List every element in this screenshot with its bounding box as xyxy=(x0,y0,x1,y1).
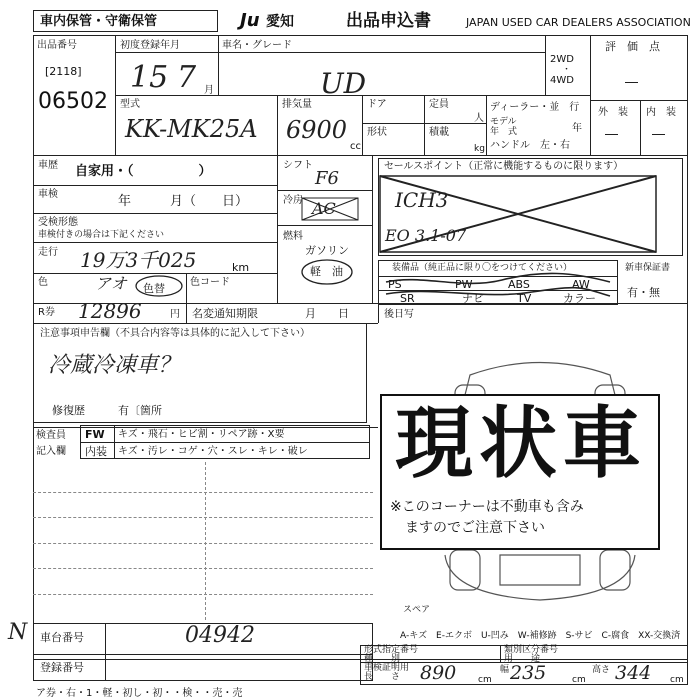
name-grade-label: 車名・グレード xyxy=(222,40,292,51)
chassis-value: 04942 xyxy=(185,623,255,648)
receipt-label: 受検形態 xyxy=(38,217,78,228)
fuel-value: ガソリン xyxy=(305,244,349,257)
equip-ps: PS xyxy=(388,278,402,291)
notes-label: 注意事項申告欄（不具合内容等は具体的に記入して下さい） xyxy=(40,328,310,339)
margin-mark: N xyxy=(8,620,28,645)
handle-label: ハンドル 左・右 xyxy=(490,140,570,151)
fw-label: FW xyxy=(85,428,105,441)
interior-label: 内 装 xyxy=(646,107,676,118)
mileage-label: 走行 xyxy=(38,247,58,258)
length-unit: cm xyxy=(478,675,492,685)
equipment-scribble xyxy=(382,264,614,304)
first-reg-year: 15 xyxy=(130,60,169,95)
lot-code: [2118] xyxy=(45,65,82,78)
length-value: 890 xyxy=(420,662,457,684)
equip-color: カラー xyxy=(563,292,596,305)
equipment-label: 装備品（純正品に限り〇をつけてください） xyxy=(392,263,573,273)
ac-label: 冷房 xyxy=(283,195,303,206)
dealer-label: ディーラー・並 行 xyxy=(490,102,580,113)
width-label: 幅 xyxy=(500,665,510,675)
model-label: 型式 xyxy=(120,99,140,110)
stamp-note2: ますのでご注意下さい xyxy=(405,520,545,536)
category-label: 類別区分番号 用 途 xyxy=(504,645,559,664)
load-label: 積載 xyxy=(429,127,449,138)
fuel-label: 燃料 xyxy=(283,231,303,242)
chassis-label: 車台番号 xyxy=(40,631,84,644)
year-unit: 年 xyxy=(572,123,582,134)
color-change-circle xyxy=(134,274,184,298)
org-name: 愛知 xyxy=(266,14,294,30)
wd-2: 2WD xyxy=(550,54,574,65)
shape-label: 形状 xyxy=(367,127,387,138)
color-code-label: 色コード xyxy=(190,277,230,288)
fuel-circled: 軽 油 xyxy=(310,265,343,278)
shaken-label: 車検 xyxy=(38,189,58,200)
height-value: 344 xyxy=(615,662,652,684)
eval-value: ― xyxy=(625,75,638,90)
notice-value: 月 日 xyxy=(305,307,349,320)
in-items: キズ・汚レ・コゲ・穴・スレ・キレ・破レ xyxy=(118,446,308,457)
exterior-label: 外 装 xyxy=(598,107,628,118)
history-label: 車歴 xyxy=(38,160,58,171)
exterior-value: ― xyxy=(605,127,618,142)
model-year-label: モデル 年 式 xyxy=(490,117,518,137)
first-reg-label: 初度登録年月 xyxy=(120,40,180,51)
ac-crossout xyxy=(300,196,360,222)
height-label: 高さ xyxy=(592,665,611,675)
color-label: 色 xyxy=(38,277,48,288)
sales-point-line1: ICH3 xyxy=(395,188,449,212)
stamp-note1: ※このコーナーは不動車も含み xyxy=(390,499,584,515)
equip-abs: ABS xyxy=(508,278,530,291)
repair-label: 修復歴 xyxy=(52,404,85,417)
mileage-value: 19万3千025 xyxy=(80,248,197,272)
displacement-label: 排気量 xyxy=(282,99,312,110)
spec-label: 形式指定番号 種 別 xyxy=(364,645,419,664)
stamp-title: 現状車 xyxy=(395,399,648,489)
displacement-unit: cc xyxy=(350,141,361,152)
equip-pw: PW xyxy=(455,278,473,291)
history-value: 自家用・（ ） xyxy=(75,164,212,179)
shaken-value: 年 月（ 日） xyxy=(118,194,249,209)
notes-value: 冷蔵冷凍車？ xyxy=(48,353,181,378)
equip-tv: TV xyxy=(517,292,532,305)
r-ticket-label: R券 xyxy=(38,307,55,318)
wd-4: 4WD xyxy=(550,75,574,86)
capacity-label: 定員 xyxy=(429,99,449,110)
wd-dot: ・ xyxy=(562,65,572,75)
width-value: 235 xyxy=(510,662,547,684)
mileage-unit: km xyxy=(232,261,250,274)
month-unit: 月 xyxy=(204,85,214,96)
entry-label: 記入欄 xyxy=(36,446,66,457)
equip-navi: ナビ xyxy=(462,292,484,305)
interior-value: ― xyxy=(652,127,665,142)
cert-label: 車検証明用 長 さ xyxy=(364,663,410,682)
width-unit: cm xyxy=(572,675,586,685)
reg-no-label: 登録番号 xyxy=(40,661,84,674)
model-value: KK-MK25A xyxy=(125,115,258,143)
shift-label: シフト xyxy=(283,160,313,171)
org-logo: Ju xyxy=(240,10,260,31)
fw-items: キズ・飛石・ヒビ割・リペア跡・X要 xyxy=(118,429,285,440)
shift-value: F6 xyxy=(315,168,339,189)
inspector-label: 検査員 xyxy=(36,430,66,441)
bottom-foot: ア券・右・1・軽・初し・初・・検・・売・売 xyxy=(36,688,243,699)
displacement-value: 6900 xyxy=(286,116,348,144)
storage-title: 車内保管・守衛保管 xyxy=(40,14,158,29)
damage-legend: A-キズ E-エクボ U-凹み W-補修跡 S-サビ C-腐食 XX-交換済 xyxy=(400,631,681,641)
new-car-label: 新車保証書 xyxy=(625,263,671,273)
color-value: アオ xyxy=(95,274,127,293)
association-name: JAPAN USED CAR DEALERS ASSOCIATION xyxy=(466,16,691,29)
door-label: ドア xyxy=(367,99,387,110)
repair-value: 有〔箇所 xyxy=(118,404,162,417)
name-grade-value: UD xyxy=(320,67,367,100)
sales-point-crossout xyxy=(378,172,660,256)
equip-aw: AW xyxy=(572,278,590,291)
r-ticket-value: 12896 xyxy=(78,299,142,323)
eval-label: 評 価 点 xyxy=(605,40,660,53)
r-ticket-unit: 円 xyxy=(170,309,180,320)
sales-point-label: セールスポイント（正常に機能するものに限ります） xyxy=(384,161,624,172)
spare-label: スペア xyxy=(403,605,431,615)
sales-point-line2: EO 3.1-07 xyxy=(385,226,467,245)
notice-label: 名変通知期限 xyxy=(192,307,258,320)
equip-sr: SR xyxy=(400,292,415,305)
capacity-unit: 人 xyxy=(474,113,484,124)
after-label: 後日写 xyxy=(384,309,414,320)
lot-number: 06502 xyxy=(38,89,108,114)
ac-value: AC xyxy=(312,199,336,218)
load-unit: kg xyxy=(474,144,485,154)
lot-label: 出品番号 xyxy=(37,40,77,51)
receipt-note: 車検付きの場合は下記ください xyxy=(38,230,165,240)
height-unit: cm xyxy=(670,675,684,685)
color-change: 色替 xyxy=(143,282,165,295)
form-title: 出品申込書 xyxy=(346,11,431,31)
fuel-circle xyxy=(300,258,354,286)
in-label: 内装 xyxy=(85,445,107,458)
new-car-value: 有・無 xyxy=(627,286,660,299)
first-reg-month: 7 xyxy=(177,60,197,95)
